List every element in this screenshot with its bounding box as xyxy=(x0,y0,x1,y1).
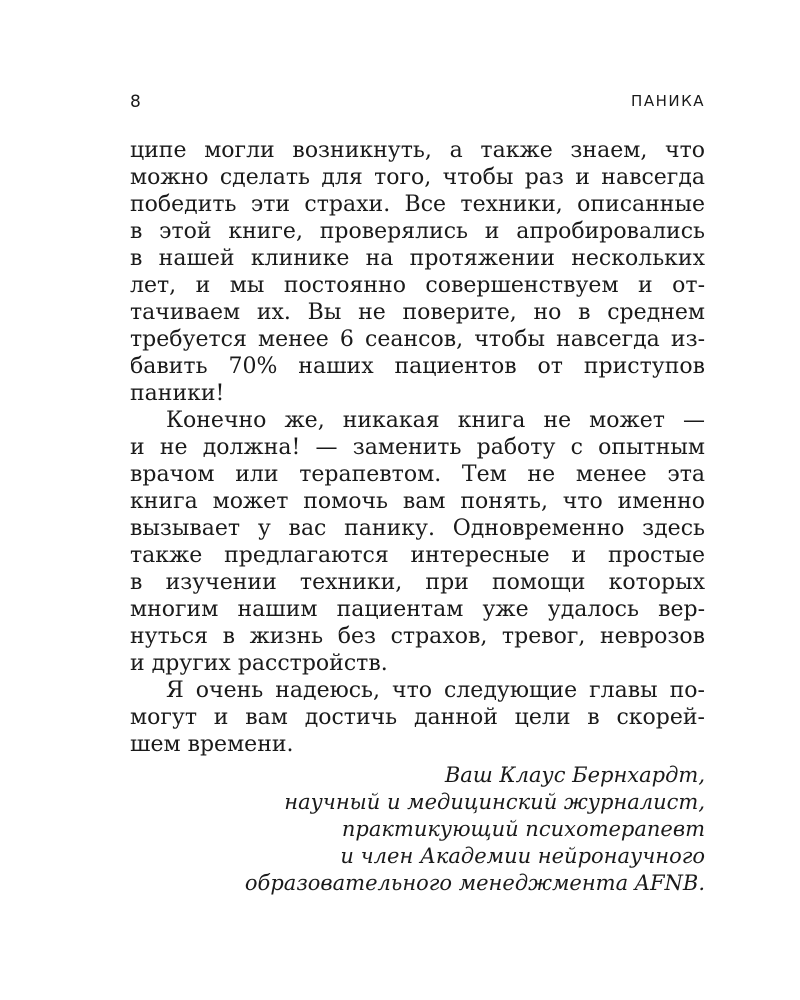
signature-line: образовательного менеджмента AFNB. xyxy=(244,871,705,895)
text-line: ципе могли возникнуть, а также знаем, что xyxy=(130,138,705,163)
text-line: лет, и мы постоянно совершенствуем и от- xyxy=(130,273,705,298)
text-line: паники! xyxy=(130,381,225,406)
text-line: нуться в жизнь без страхов, тревог, неврозов xyxy=(130,624,705,649)
page-header xyxy=(130,92,705,112)
text-line: и других расстройств. xyxy=(130,651,388,676)
text-line: многим нашим пациентам уже удалось вер- xyxy=(130,597,705,622)
text-line: тачиваем их. Вы не поверите, но в среднем xyxy=(130,300,705,325)
text-line: врачом или терапевтом. Тем не менее эта xyxy=(130,462,705,487)
text-line: и не должна! — заменить работу с опытным xyxy=(130,435,705,460)
text-line: могут и вам достичь данной цели в скорей- xyxy=(130,705,705,730)
signature-line: практикующий психотерапевт xyxy=(341,817,705,841)
paragraph-2 xyxy=(130,407,705,677)
text-line: также предлагаются интересные и простые xyxy=(130,543,705,568)
running-head: ПАНИКА xyxy=(631,92,705,110)
body-text xyxy=(130,137,705,758)
text-line: Я очень надеюсь, что следующие главы по- xyxy=(166,678,705,703)
text-line: вызывает у вас панику. Одновременно здесь xyxy=(130,516,705,541)
author-signature xyxy=(185,762,705,897)
signature-line: научный и медицинский журналист, xyxy=(284,790,705,814)
text-line: шем времени. xyxy=(130,732,294,757)
text-line: в изучении техники, при помощи которых xyxy=(130,570,705,595)
text-line: в этой книге, проверялись и апробировались xyxy=(130,219,705,244)
text-line: победить эти страхи. Все техники, описанные xyxy=(130,192,705,217)
text-line: требуется менее 6 сеансов, чтобы навсегда из- xyxy=(130,327,705,352)
text-line: книга может помочь вам понять, что именно xyxy=(130,489,705,514)
text-line: Конечно же, никакая книга не может — xyxy=(166,408,705,433)
signature-line: Ваш Клаус Бернхардт, xyxy=(444,763,705,787)
text-line: в нашей клинике на протяжении нескольких xyxy=(130,246,705,271)
paragraph-1 xyxy=(130,137,705,407)
page-number: 8 xyxy=(130,92,141,112)
text-line: можно сделать для того, чтобы раз и навсегда xyxy=(130,165,705,190)
signature-line: и член Академии нейронаучного xyxy=(340,844,705,868)
text-line: бавить 70% наших пациентов от приступов xyxy=(130,354,705,379)
paragraph-3 xyxy=(130,677,705,758)
